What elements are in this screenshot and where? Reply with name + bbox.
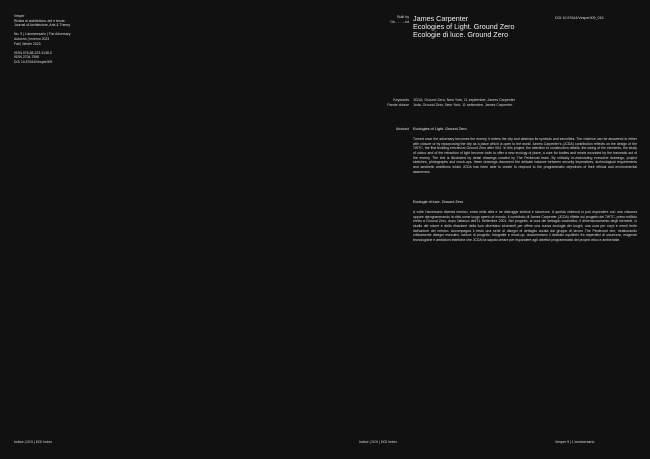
abstract-label: Abstract (395, 127, 409, 131)
issn: ISSN 2704-7598 (14, 55, 40, 60)
right-footer-center: Indice | DOI | DOI Index (359, 440, 398, 444)
keywords-label-en: Keywords (393, 98, 409, 102)
keywords (413, 98, 603, 107)
title-en: Ecologies of Light. Ground Zero (413, 21, 515, 31)
article-heading (413, 15, 553, 38)
article-doi: DOI 10.57644/Vesper009_016 (555, 16, 604, 20)
abstract-it-title: Ecologie di luce. Ground Zero (413, 200, 464, 204)
right-footer-right: Vesper 9 | L'anniversario (555, 440, 595, 444)
heading-label-line-1: Built by (397, 15, 409, 19)
heading-label (325, 15, 409, 24)
keywords-label-it: Parole chiave (387, 102, 409, 107)
identifiers-block (14, 51, 134, 65)
title-it: Ecologie di luce. Ground Zero (413, 29, 509, 39)
journal-subtitle-it: Rivista di architettura, arti e teoria (14, 18, 65, 23)
doi-issue: DOI 10.57644/Vesper009 (14, 59, 53, 64)
issue-season-en: Fall | Winter 2023 (14, 41, 41, 46)
issue-season-it: Autunno | Inverno 2023 (14, 36, 50, 41)
left-footer: Indice | DOI | DOI Index (14, 440, 53, 444)
isbn: ISSN 978-88-229-3138-0 (14, 50, 52, 55)
heading-label-line-2: Ge.. ... ...ed (390, 19, 409, 24)
issue-number: No. 9 | L'anniversario | The Adversary (14, 32, 71, 37)
keywords-label (325, 98, 409, 107)
author-name: James Carpenter (413, 14, 469, 23)
issue-block (14, 32, 134, 46)
journal-name: Vesper (14, 14, 25, 18)
abstract-en: Turned once the adversary becomes the enemy, it enters the city and destroys its symbols and securities. The violence can be answered to either with closure or by repurposing the city as a place which is open to the world. James Carpenter's (JCDA) contribution reflects on the design of the 7WTC, the first building erected at Ground Zero after 9/11. In this project, the attention to construction details, the sizing of the elements, the study of colour and of the refraction of light become tools to offer a new ecology of place, a cure for bodies and minds wounded by the traumatic act of the enemy. The text is illustrated by detail drawings curated by The Pentecost team. By critically re-elaborating executive drawings, project sketches, photographs and mock-ups, these drawings document the delicate balance between security imperatives, technological requirements and aesthetic ambitions which JCDA has been able to create to respond to the programmatic objectives of their ethical and environmental awareness. (413, 137, 637, 174)
abstract-it: A volte l'avversario diventa nemico, entra nella città e ne distrugge simboli e sicurezze. A questa violenza si può rispondere con una chiusura oppure riprogrammando la città come luogo aperto al mondo. Il contributo di James Carpenter (JCDA) riflette sul progetto del 7WTC, primo edificio eretto a Ground Zero, dopo l'attacco dell'11 Settembre 2001. Nel progetto, la cura del dettaglio costruttivo, il dimensionamento degli elementi, lo studio del colore e della rifrazione della luce diventano strumenti per offrire una nuova ecologia dei luoghi, una cura per corpi e menti ferite dall'azione del nemico. Accompagna il testo una serie di disegni di dettaglio curata dal gruppo di lavoro The Pentecost che, rielaborando criticamente disegni esecutivi, schizzi di progetto, fotografie e mock-up, documentano il delicato equilibrio fra imperativi di sicurezza, esigenze tecnologiche e ambizioni estetiche che JCDA ha saputo creare per rispondere agli obiettivi programmatici del proprio etico e ambientale. (413, 210, 637, 242)
keywords-en: JCDA, Ground Zero, New York, 11 september, James Carpenter (413, 98, 516, 102)
abstract-en-title: Ecologies of Light. Ground Zero (413, 127, 467, 131)
journal-meta (14, 14, 134, 69)
keywords-it: Jcda, Ground Zero, New York, 11 settembre, James Carpenter (413, 102, 513, 107)
right-page (325, 0, 650, 459)
journal-block (14, 14, 134, 28)
journal-subtitle-en: Journal of Architecture, Arts & Theory (14, 23, 71, 28)
